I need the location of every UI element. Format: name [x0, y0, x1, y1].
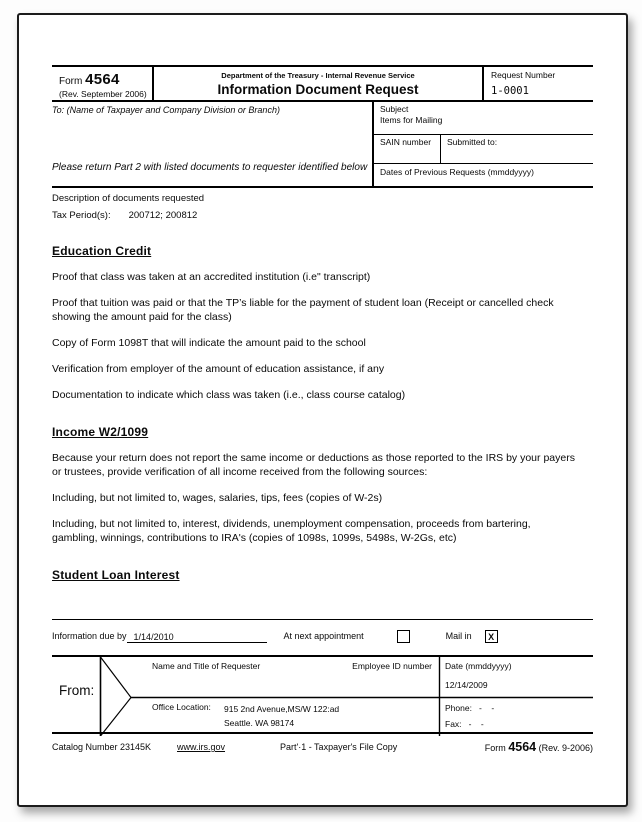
- tax-period-value: 200712; 200812: [128, 210, 198, 221]
- paragraph: Including, but not limited to, interest, dividends, unemployment compensation, proceeds from bartering, gambling, winnings, contributions to IRA's (copies of 1098s, 1099s, 5498s, W-2Gs, etc): [52, 518, 531, 544]
- header-row-title: [52, 67, 593, 102]
- employee-id-label: Employee ID number: [352, 661, 432, 671]
- form-page: [17, 13, 628, 807]
- paragraph: Verification from employer of the amount of education assistance, if any: [52, 363, 385, 375]
- previous-requests-cell: Dates of Previous Requests (mmddyyyy): [380, 167, 534, 177]
- date-label: Date (mmddyyyy): [445, 661, 512, 671]
- to-line: To: (Name of Taxpayer and Company Division or Branch): [52, 105, 280, 115]
- tax-period-label: Tax Period(s):: [52, 210, 111, 221]
- request-number-cell: [482, 67, 593, 100]
- tax-period-line: [52, 210, 593, 221]
- phone-label: Phone:: [445, 703, 472, 713]
- irs-website-link[interactable]: www.irs.gov: [177, 742, 226, 752]
- from-box: [52, 655, 593, 734]
- form-number: 4564: [85, 71, 120, 88]
- header-row-addressing: [52, 102, 593, 186]
- form-number-line: [59, 71, 152, 88]
- form-content: [52, 65, 593, 582]
- department-line: Department of the Treasury - Internal Revenue Service: [221, 71, 415, 80]
- footer-form-number: [485, 740, 593, 754]
- section-heading-student-loan-interest: Student Loan Interest: [52, 568, 180, 582]
- from-label: From:: [59, 683, 95, 698]
- paragraph: Including, but not limited to, wages, salaries, tips, fees (copies of W-2s): [52, 492, 383, 504]
- please-return-note: Please return Part 2 with listed documents to requester identified below: [52, 162, 368, 173]
- paragraph: Proof that class was taken at an accredited institution (i.e" transcript): [52, 271, 371, 283]
- phone-line: [445, 703, 494, 713]
- form-number-cell: [52, 67, 152, 100]
- mail-in-checkbox[interactable]: X: [485, 630, 498, 643]
- divider-rule: [52, 619, 593, 620]
- at-next-appointment-label: At next appointment: [283, 631, 364, 641]
- information-due-date-field[interactable]: 1/14/2010: [127, 632, 267, 643]
- submitted-to-cell: Submitted to:: [447, 137, 498, 147]
- fax-value: - -: [461, 719, 484, 729]
- sain-number-cell: SAIN number: [374, 135, 441, 163]
- fax-label: Fax:: [445, 719, 462, 729]
- section-heading-income-w2-1099: Income W2/1099: [52, 425, 149, 439]
- section-heading-education-credit: Education Credit: [52, 244, 152, 258]
- part-copy-label: Part'·1 - Taxpayer's File Copy: [280, 742, 398, 752]
- footer-form-revision: (Rev. 9-2006): [538, 743, 593, 753]
- page-title: Information Document Request: [217, 82, 419, 97]
- office-location-label: Office Location:: [152, 702, 211, 712]
- at-next-appointment-checkbox[interactable]: [397, 630, 410, 643]
- phone-value: - -: [471, 703, 495, 713]
- subject-label: Subject: [380, 104, 409, 114]
- form-header: [52, 65, 593, 188]
- mail-in-label: Mail in: [445, 631, 472, 641]
- title-cell: [152, 67, 482, 100]
- paragraph: Proof that tuition was paid or that the TP’s liable for the payment of student loan (Receipt or cancelled check showing the amount paid for the class): [52, 297, 554, 323]
- fax-line: [445, 719, 484, 729]
- header-right-column: [372, 102, 593, 186]
- information-due-row: [52, 629, 593, 643]
- footer-row: [52, 740, 593, 756]
- description-label: Description of documents requested: [52, 193, 205, 204]
- form-bottom-block: [52, 619, 593, 756]
- office-address-line1: 915 2nd Avenue,MS/W 122:ad: [224, 704, 340, 714]
- date-value: 12/14/2009: [445, 680, 488, 690]
- information-due-label: Information due by: [52, 631, 127, 641]
- form-label: Form: [59, 76, 83, 87]
- form-revision: (Rev. September 2006): [59, 89, 147, 99]
- name-title-of-requester-label: Name and Title of Requester: [152, 661, 261, 671]
- paragraph: Because your return does not report the same income or deductions as those reported to the IRS by your payers or trustees, provide verification of all income received from the following sources:: [52, 452, 575, 478]
- paragraph: Copy of Form 1098T that will indicate the amount paid to the school: [52, 337, 366, 349]
- footer-form-label: Form: [484, 743, 506, 753]
- office-location-address: [224, 702, 339, 730]
- sain-row: [374, 135, 593, 164]
- footer-form-value: 4564: [508, 740, 537, 754]
- subject-value: Items for Mailing: [380, 115, 443, 125]
- request-number-value: 1-0001: [491, 85, 529, 97]
- request-number-label: Request Number: [491, 70, 556, 80]
- paragraph: Documentation to indicate which class was taken (i.e., class course catalog): [52, 389, 406, 401]
- office-address-line2: Seattle. WA 98174: [224, 718, 295, 728]
- subject-cell: [374, 102, 593, 135]
- catalog-number: Catalog Number 23145K: [52, 742, 152, 752]
- to-cell: [52, 102, 372, 186]
